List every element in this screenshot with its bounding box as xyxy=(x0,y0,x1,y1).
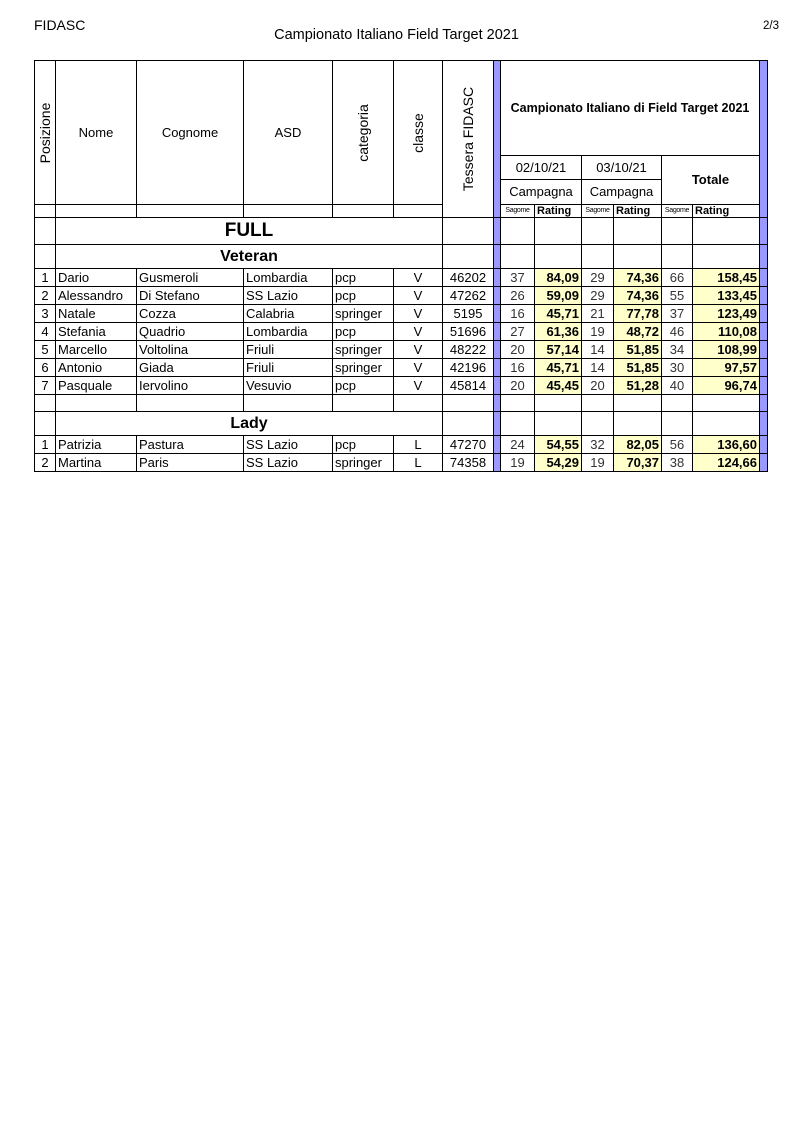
empty-cell xyxy=(35,412,56,436)
empty-cell xyxy=(244,395,333,412)
tessera-cell: 51696 xyxy=(443,323,494,341)
blue-separator xyxy=(760,359,768,377)
sagome-total-cell: 46 xyxy=(662,323,693,341)
empty-cell xyxy=(662,412,693,436)
cognome-cell: Voltolina xyxy=(137,341,244,359)
empty-cell xyxy=(443,412,494,436)
blue-separator xyxy=(760,305,768,323)
blue-separator xyxy=(494,377,501,395)
rating-label-2: Rating xyxy=(614,205,662,218)
asd-cell: Lombardia xyxy=(244,323,333,341)
empty-cell xyxy=(535,218,582,245)
table-row xyxy=(35,341,768,359)
sagome-day2-cell: 29 xyxy=(582,287,614,305)
empty-cell xyxy=(333,205,394,218)
rating-total-cell: 136,60 xyxy=(693,436,760,454)
empty-cell xyxy=(582,218,614,245)
empty-cell xyxy=(443,245,494,269)
blue-separator xyxy=(494,305,501,323)
nome-cell: Antonio xyxy=(56,359,137,377)
position-cell: 7 xyxy=(35,377,56,395)
cognome-cell: Gusmeroli xyxy=(137,269,244,287)
rating-day2-cell: 77,78 xyxy=(614,305,662,323)
rating-day2-cell: 51,85 xyxy=(614,341,662,359)
sagome-total-cell: 40 xyxy=(662,377,693,395)
position-cell: 2 xyxy=(35,454,56,472)
empty-cell xyxy=(35,395,56,412)
empty-cell xyxy=(582,245,614,269)
org-name: FIDASC xyxy=(34,17,86,33)
position-cell: 3 xyxy=(35,305,56,323)
blue-separator xyxy=(760,341,768,359)
asd-cell: SS Lazio xyxy=(244,287,333,305)
classe-cell: V xyxy=(394,341,443,359)
empty-cell xyxy=(662,395,693,412)
sagome-day1-cell: 20 xyxy=(501,377,535,395)
blue-separator xyxy=(760,377,768,395)
rating-day1-cell: 54,29 xyxy=(535,454,582,472)
asd-cell: Friuli xyxy=(244,359,333,377)
blue-separator xyxy=(760,245,768,269)
tessera-cell: 46202 xyxy=(443,269,494,287)
empty-cell xyxy=(35,205,56,218)
rating-day1-cell: 45,45 xyxy=(535,377,582,395)
asd-cell: Calabria xyxy=(244,305,333,323)
nome-cell: Marcello xyxy=(56,341,137,359)
col-header-categoria: categoria xyxy=(333,61,394,205)
rating-total-cell: 108,99 xyxy=(693,341,760,359)
sagome-total-cell: 55 xyxy=(662,287,693,305)
categoria-cell: springer xyxy=(333,341,394,359)
campagna-day1: Campagna xyxy=(501,180,582,205)
asd-cell: SS Lazio xyxy=(244,454,333,472)
categoria-cell: pcp xyxy=(333,323,394,341)
rating-total-cell: 124,66 xyxy=(693,454,760,472)
page-title: Campionato Italiano Field Target 2021 xyxy=(274,27,519,43)
blue-separator xyxy=(494,359,501,377)
categoria-cell: pcp xyxy=(333,287,394,305)
categoria-cell: pcp xyxy=(333,436,394,454)
sagome-day1-cell: 26 xyxy=(501,287,535,305)
empty-cell xyxy=(535,245,582,269)
classe-cell: V xyxy=(394,269,443,287)
cognome-cell: Di Stefano xyxy=(137,287,244,305)
sagome-day1-cell: 27 xyxy=(501,323,535,341)
asd-cell: Friuli xyxy=(244,341,333,359)
rating-total-cell: 110,08 xyxy=(693,323,760,341)
empty-cell xyxy=(501,412,535,436)
event-title: Campionato Italiano di Field Target 2021 xyxy=(501,61,760,156)
position-cell: 6 xyxy=(35,359,56,377)
table-row xyxy=(35,359,768,377)
blue-separator xyxy=(494,269,501,287)
blank-row xyxy=(35,395,768,412)
rating-day2-cell: 70,37 xyxy=(614,454,662,472)
categoria-cell: springer xyxy=(333,454,394,472)
empty-cell xyxy=(501,395,535,412)
asd-cell: Lombardia xyxy=(244,269,333,287)
totale-header: Totale xyxy=(662,156,760,205)
blue-separator xyxy=(494,436,501,454)
rating-label-1: Rating xyxy=(535,205,582,218)
rating-day1-cell: 45,71 xyxy=(535,359,582,377)
cognome-cell: Iervolino xyxy=(137,377,244,395)
empty-cell xyxy=(137,205,244,218)
blue-separator xyxy=(494,323,501,341)
sagome-total-cell: 56 xyxy=(662,436,693,454)
sagome-day1-cell: 16 xyxy=(501,359,535,377)
empty-cell xyxy=(662,245,693,269)
blue-separator-left xyxy=(494,61,501,218)
sagome-day2-cell: 14 xyxy=(582,341,614,359)
col-header-classe: classe xyxy=(394,61,443,205)
sagome-label-total: Sagome xyxy=(662,205,693,218)
tessera-cell: 47270 xyxy=(443,436,494,454)
page-number: 2/3 xyxy=(763,20,779,32)
col-header-asd: ASD xyxy=(244,61,333,205)
empty-cell xyxy=(56,395,137,412)
blue-separator xyxy=(494,395,501,412)
empty-cell xyxy=(394,395,443,412)
sagome-label-2: Sagome xyxy=(582,205,614,218)
classe-cell: L xyxy=(394,454,443,472)
rating-day2-cell: 74,36 xyxy=(614,287,662,305)
section-veteran-row xyxy=(35,245,768,269)
rating-label-total: Rating xyxy=(693,205,760,218)
classe-cell: L xyxy=(394,436,443,454)
categoria-cell: springer xyxy=(333,305,394,323)
empty-cell xyxy=(693,412,760,436)
table-row xyxy=(35,269,768,287)
campagna-day2: Campagna xyxy=(582,180,662,205)
tessera-cell: 47262 xyxy=(443,287,494,305)
blue-separator xyxy=(494,287,501,305)
cognome-cell: Cozza xyxy=(137,305,244,323)
date-day2: 03/10/21 xyxy=(582,156,662,180)
classe-cell: V xyxy=(394,305,443,323)
empty-cell xyxy=(501,218,535,245)
col-header-posizione: Posizione xyxy=(35,61,56,205)
tessera-cell: 48222 xyxy=(443,341,494,359)
blue-separator xyxy=(760,454,768,472)
table-row xyxy=(35,454,768,472)
blue-separator xyxy=(760,395,768,412)
position-cell: 1 xyxy=(35,436,56,454)
blue-separator xyxy=(760,323,768,341)
sagome-day1-cell: 37 xyxy=(501,269,535,287)
empty-cell xyxy=(56,205,137,218)
tessera-cell: 45814 xyxy=(443,377,494,395)
empty-cell xyxy=(614,412,662,436)
section-lady-heading: Lady xyxy=(56,412,443,436)
rating-day2-cell: 48,72 xyxy=(614,323,662,341)
blue-separator xyxy=(760,287,768,305)
empty-cell xyxy=(614,218,662,245)
nome-cell: Dario xyxy=(56,269,137,287)
empty-cell xyxy=(614,245,662,269)
empty-cell xyxy=(535,412,582,436)
asd-cell: Vesuvio xyxy=(244,377,333,395)
tessera-cell: 5195 xyxy=(443,305,494,323)
col-header-tessera: Tessera FIDASC xyxy=(443,61,494,218)
table-row xyxy=(35,305,768,323)
categoria-cell: pcp xyxy=(333,269,394,287)
sagome-day2-cell: 19 xyxy=(582,454,614,472)
sagome-day2-cell: 32 xyxy=(582,436,614,454)
sagome-label-1: Sagome xyxy=(501,205,535,218)
classe-cell: V xyxy=(394,359,443,377)
empty-cell xyxy=(582,412,614,436)
rating-total-cell: 158,45 xyxy=(693,269,760,287)
date-day1: 02/10/21 xyxy=(501,156,582,180)
nome-cell: Natale xyxy=(56,305,137,323)
sagome-total-cell: 66 xyxy=(662,269,693,287)
empty-cell xyxy=(693,395,760,412)
empty-cell xyxy=(582,395,614,412)
section-veteran-heading: Veteran xyxy=(56,245,443,269)
blue-separator-right xyxy=(760,61,768,218)
tessera-cell: 74358 xyxy=(443,454,494,472)
rating-total-cell: 96,74 xyxy=(693,377,760,395)
rating-day2-cell: 82,05 xyxy=(614,436,662,454)
nome-cell: Alessandro xyxy=(56,287,137,305)
sagome-day1-cell: 16 xyxy=(501,305,535,323)
blue-separator xyxy=(494,218,501,245)
sagome-day1-cell: 20 xyxy=(501,341,535,359)
blue-separator xyxy=(760,412,768,436)
nome-cell: Patrizia xyxy=(56,436,137,454)
sagome-day1-cell: 19 xyxy=(501,454,535,472)
col-header-cognome: Cognome xyxy=(137,61,244,205)
categoria-cell: springer xyxy=(333,359,394,377)
table-row xyxy=(35,377,768,395)
table-row xyxy=(35,287,768,305)
nome-cell: Martina xyxy=(56,454,137,472)
position-cell: 2 xyxy=(35,287,56,305)
results-table xyxy=(34,60,768,472)
position-cell: 5 xyxy=(35,341,56,359)
empty-cell xyxy=(394,205,443,218)
sagome-total-cell: 30 xyxy=(662,359,693,377)
sagome-day2-cell: 19 xyxy=(582,323,614,341)
sagome-day1-cell: 24 xyxy=(501,436,535,454)
rating-total-cell: 133,45 xyxy=(693,287,760,305)
empty-cell xyxy=(244,205,333,218)
empty-cell xyxy=(662,218,693,245)
sagome-day2-cell: 21 xyxy=(582,305,614,323)
table-row xyxy=(35,436,768,454)
empty-cell xyxy=(35,245,56,269)
blue-separator xyxy=(760,218,768,245)
rating-total-cell: 123,49 xyxy=(693,305,760,323)
empty-cell xyxy=(443,395,494,412)
table-row xyxy=(35,323,768,341)
empty-cell xyxy=(693,245,760,269)
nome-cell: Stefania xyxy=(56,323,137,341)
rating-day2-cell: 51,28 xyxy=(614,377,662,395)
group-full-heading: FULL xyxy=(56,218,443,245)
rating-day1-cell: 54,55 xyxy=(535,436,582,454)
col-header-nome: Nome xyxy=(56,61,137,205)
empty-cell xyxy=(535,395,582,412)
empty-cell xyxy=(693,218,760,245)
classe-cell: V xyxy=(394,323,443,341)
rating-day1-cell: 84,09 xyxy=(535,269,582,287)
classe-cell: V xyxy=(394,287,443,305)
blue-separator xyxy=(494,412,501,436)
empty-cell xyxy=(333,395,394,412)
empty-cell xyxy=(614,395,662,412)
rating-day1-cell: 45,71 xyxy=(535,305,582,323)
sagome-total-cell: 37 xyxy=(662,305,693,323)
rating-day2-cell: 51,85 xyxy=(614,359,662,377)
categoria-cell: pcp xyxy=(333,377,394,395)
empty-cell xyxy=(35,218,56,245)
blue-separator xyxy=(760,436,768,454)
cognome-cell: Pastura xyxy=(137,436,244,454)
blue-separator xyxy=(494,454,501,472)
cognome-cell: Paris xyxy=(137,454,244,472)
nome-cell: Pasquale xyxy=(56,377,137,395)
position-cell: 4 xyxy=(35,323,56,341)
rating-day1-cell: 57,14 xyxy=(535,341,582,359)
sagome-total-cell: 38 xyxy=(662,454,693,472)
empty-cell xyxy=(137,395,244,412)
classe-cell: V xyxy=(394,377,443,395)
rating-day1-cell: 61,36 xyxy=(535,323,582,341)
empty-cell xyxy=(501,245,535,269)
sagome-day2-cell: 14 xyxy=(582,359,614,377)
sagome-day2-cell: 20 xyxy=(582,377,614,395)
cognome-cell: Quadrio xyxy=(137,323,244,341)
cognome-cell: Giada xyxy=(137,359,244,377)
section-lady-row xyxy=(35,412,768,436)
asd-cell: SS Lazio xyxy=(244,436,333,454)
tessera-cell: 42196 xyxy=(443,359,494,377)
empty-cell xyxy=(443,218,494,245)
rating-day2-cell: 74,36 xyxy=(614,269,662,287)
position-cell: 1 xyxy=(35,269,56,287)
rating-total-cell: 97,57 xyxy=(693,359,760,377)
rating-day1-cell: 59,09 xyxy=(535,287,582,305)
group-full-row xyxy=(35,218,768,245)
blue-separator xyxy=(494,245,501,269)
blue-separator xyxy=(760,269,768,287)
sagome-day2-cell: 29 xyxy=(582,269,614,287)
blue-separator xyxy=(494,341,501,359)
sagome-total-cell: 34 xyxy=(662,341,693,359)
